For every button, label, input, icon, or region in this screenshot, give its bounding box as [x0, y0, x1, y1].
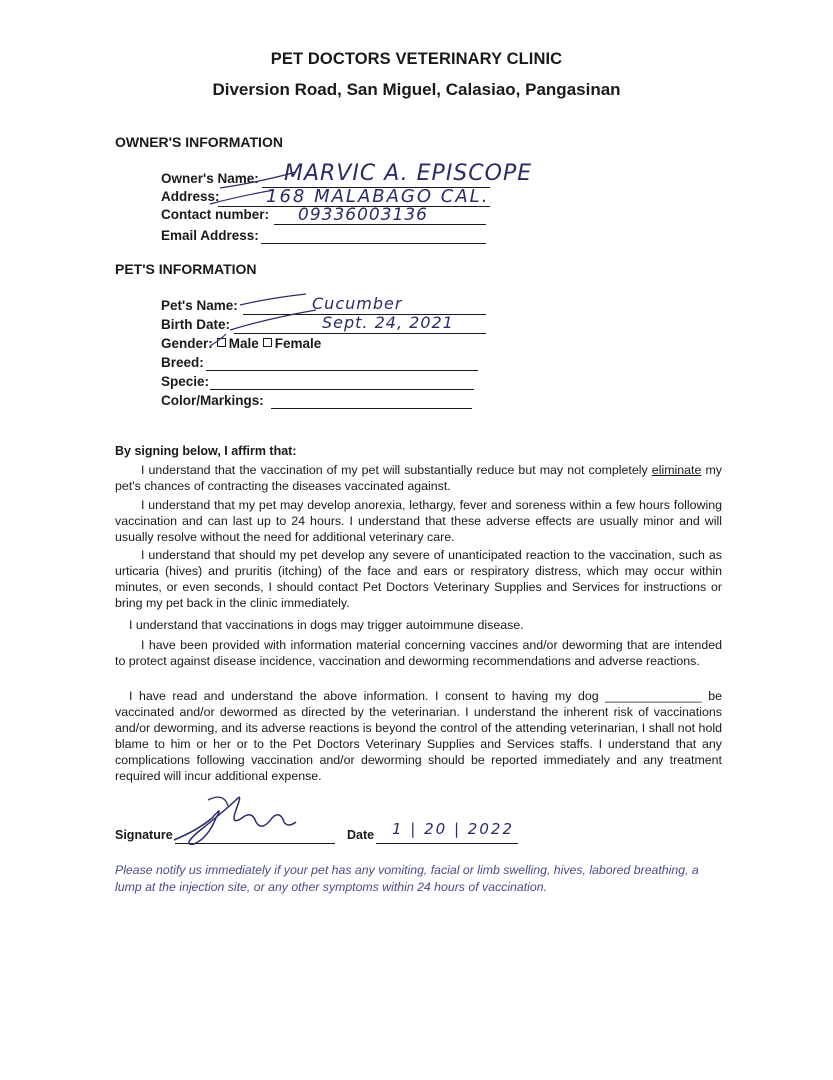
male-option-label: Male — [228, 336, 259, 351]
owner-contact-label: Contact number: — [161, 207, 269, 222]
female-option-label: Female — [274, 336, 322, 351]
pet-name-value: Cucumber — [312, 294, 403, 313]
pet-section-heading: PET'S INFORMATION — [115, 261, 257, 277]
affirmation-paragraph-1 — [115, 462, 722, 494]
affirmation-p1-start: I understand that the vaccination of my pet will substantially reduce but may not completely — [141, 463, 648, 477]
affirmation-p1-underlined: eliminate — [651, 463, 702, 477]
pen-stroke-scribble-pet — [190, 290, 320, 350]
owner-name-label: Owner's Name: — [161, 171, 259, 186]
pet-color-row — [161, 393, 264, 411]
owner-address-value: 168 MALABAGO CAL. — [266, 186, 490, 207]
date-value: 1 | 20 | 2022 — [392, 820, 514, 838]
pet-breed-line[interactable] — [206, 370, 478, 371]
affirmation-p5-text: I have been provided with information material concerning vaccines and/or deworming that are intended to protect against disease incidence, vaccination and deworming recommendations and adverse reactions. — [115, 638, 722, 668]
owner-name-value: MARVIC A. EPISCOPE — [284, 161, 533, 186]
affirmation-p4-text: I understand that vaccinations in dogs may trigger autoimmune disease. — [129, 618, 524, 632]
affirmation-paragraph-3 — [115, 547, 722, 611]
pet-birth-label: Birth Date: — [161, 317, 231, 332]
owner-email-line[interactable] — [261, 243, 486, 244]
signature-label: Signature — [115, 828, 173, 842]
date-line[interactable] — [376, 843, 518, 844]
pet-breed-label: Breed: — [161, 355, 204, 370]
date-label: Date — [347, 828, 375, 842]
owner-email-row — [161, 228, 259, 246]
pet-name-label: Pet's Name: — [161, 298, 238, 313]
affirmation-p6-text: I have read and understand the above information. I consent to having my dog ______________ be vaccinated and/or dewormed as directed by the veterinarian. I understand the inherent risk of vaccinations and/or deworming, and its adverse reactions is beyond the control of the attending veterinarian, I shall not hold blame to him or her or to the Pet Doctors Veterinary Supplies and Services staffs. I understand that any complications following vaccination and/or deworming should be reported immediately and any treatment required will incur additional expense. — [115, 689, 722, 783]
affirmation-paragraph-4 — [115, 617, 722, 633]
affirmation-paragraph-6 — [115, 688, 722, 784]
pen-stroke-scribble — [200, 160, 310, 210]
owner-address-label: Address: — [161, 189, 220, 204]
pet-color-line[interactable] — [271, 408, 472, 409]
pet-gender-label: Gender: — [161, 336, 213, 351]
owner-email-label: Email Address: — [161, 228, 259, 243]
pet-specie-line[interactable] — [210, 389, 474, 390]
owner-contact-value: 09336003136 — [298, 205, 428, 225]
clinic-address: Diversion Road, San Miguel, Calasiao, Pangasinan — [212, 80, 621, 99]
footer-notice: Please notify us immediately if your pet has any vomiting, facial or limb swelling, hives, labored breathing, a lump at the injection site, or any other symptoms within 24 hours of vaccination. — [115, 863, 699, 894]
affirmation-paragraph-5 — [115, 637, 722, 669]
pet-breed-row — [161, 355, 204, 373]
pet-specie-label: Specie: — [161, 374, 210, 389]
handwritten-signature — [168, 788, 308, 852]
pet-color-label: Color/Markings: — [161, 393, 264, 408]
clinic-name: PET DOCTORS VETERINARY CLINIC — [270, 50, 563, 68]
owner-section-heading: OWNER'S INFORMATION — [115, 134, 283, 150]
pet-birth-value: Sept. 24, 2021 — [322, 313, 454, 332]
affirmation-p2-text: I understand that my pet may develop anorexia, lethargy, fever and soreness within a few hours following vaccination and can last up to 24 hours. I understand that these adverse effects are usually minor and will usually resolve without the need for additional veterinary care. — [115, 498, 722, 544]
affirmation-p3-text: I understand that should my pet develop any severe of unanticipated reaction to the vaccination, such as urticaria (hives) and pruritis (itching) of the face and ears or respiratory distress, which may occur within minutes, or even seconds, I should contact Pet Doctors Veterinary Supplies and Services for instructions or bring my pet back in the clinic immediately. — [115, 548, 722, 610]
affirmation-paragraph-2 — [115, 497, 722, 545]
affirmation-heading: By signing below, I affirm that: — [115, 444, 297, 458]
pet-specie-row — [161, 374, 209, 392]
affirmation-p1-end: my pet's chances of contracting the diseases vaccinated against. — [115, 463, 722, 493]
